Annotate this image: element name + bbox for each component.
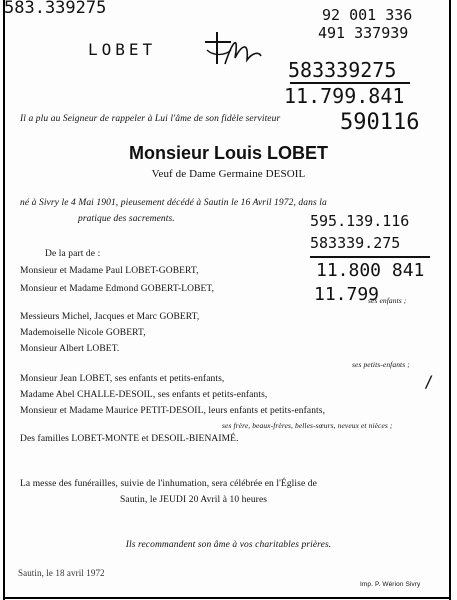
family-line-7: Madame Abel CHALLE-DESOIL, ses enfants et petits-enfants, — [20, 390, 268, 400]
intro-line: Il a plu au Seigneur de rappeler à Lui l'âme de son fidèle serviteur — [20, 114, 281, 124]
spouse-line: Veuf de Dame Germaine DESOIL — [151, 168, 306, 180]
cross-mark-icon — [195, 30, 265, 70]
from-label: De la part de : — [45, 249, 101, 259]
handwritten-tick: / — [424, 372, 434, 391]
handwritten-top-right-2: 491 337939 — [318, 24, 409, 42]
place-date: Sautin, le 18 avril 1972 — [18, 568, 105, 578]
scan-border-bottom — [3, 597, 451, 599]
handwritten-side-3: 11.800 841 — [316, 260, 425, 281]
family-line-2-note: ses enfants ; — [368, 296, 407, 305]
family-line-2: Monsieur et Madame Edmond GOBERT-LOBET, — [20, 284, 215, 294]
family-line-5: Monsieur Albert LOBET. — [20, 344, 120, 354]
deceased-name: Monsieur Louis LOBET — [128, 143, 328, 163]
handwritten-mid-right-3: 590116 — [340, 110, 420, 135]
family-line-8: Monsieur et Madame Maurice PETIT-DESOIL, leurs enfants et petits-enfants, — [20, 406, 326, 416]
scan-border-right — [449, 0, 451, 600]
family-line-8-note: ses frère, beaux-frères, belles-sœurs, neveux et nièces ; — [222, 421, 393, 430]
handwritten-underline-2 — [310, 256, 430, 258]
handwritten-top-right-1: 92 001 336 — [322, 6, 413, 24]
birth-line-2: pratique des sacrements. — [78, 214, 175, 224]
funeral-line-2: Sautin, le JEUDI 20 Avril à 10 heures — [120, 495, 268, 505]
funeral-line-1: La messe des funérailles, suivie de l'inhumation, sera célébrée en l'Église de — [20, 479, 317, 489]
scan-border-left — [3, 0, 5, 600]
family-line-6: Monsieur Jean LOBET, ses enfants et petits-enfants, — [20, 374, 225, 384]
family-line-1: Monsieur et Madame Paul LOBET-GOBERT, — [20, 266, 199, 276]
handwritten-side-2: 583339.275 — [310, 234, 401, 252]
handwritten-mid-right-2: 11.799.841 — [284, 84, 405, 108]
birth-line-1: né à Sivry le 4 Mai 1901, pieusement décédé à Sautin le 16 Avril 1972, dans la — [20, 198, 327, 208]
family-line-3: Messieurs Michel, Jacques et Marc GOBERT, — [20, 312, 200, 322]
closing-line: Ils recommandent son âme à vos charitables prières. — [125, 540, 332, 550]
printer-credit: Imp. P. Wérion Sivry — [360, 581, 421, 588]
handwritten-top-left-number: 583.339275 — [4, 0, 107, 18]
family-line-5-note: ses petits-enfants ; — [352, 360, 410, 369]
handwritten-side-1: 595.139.116 — [310, 212, 410, 230]
family-line-4: Mademoiselle Nicole GOBERT, — [20, 328, 146, 338]
family-line-9: Des familles LOBET-MONTE et DESOIL-BIENAIMÉ. — [20, 434, 239, 444]
handwritten-mid-right-1: 583339275 — [288, 58, 397, 82]
handwritten-side-4: 11.799 — [314, 284, 380, 305]
handwritten-family-name: LOBET — [88, 40, 157, 59]
